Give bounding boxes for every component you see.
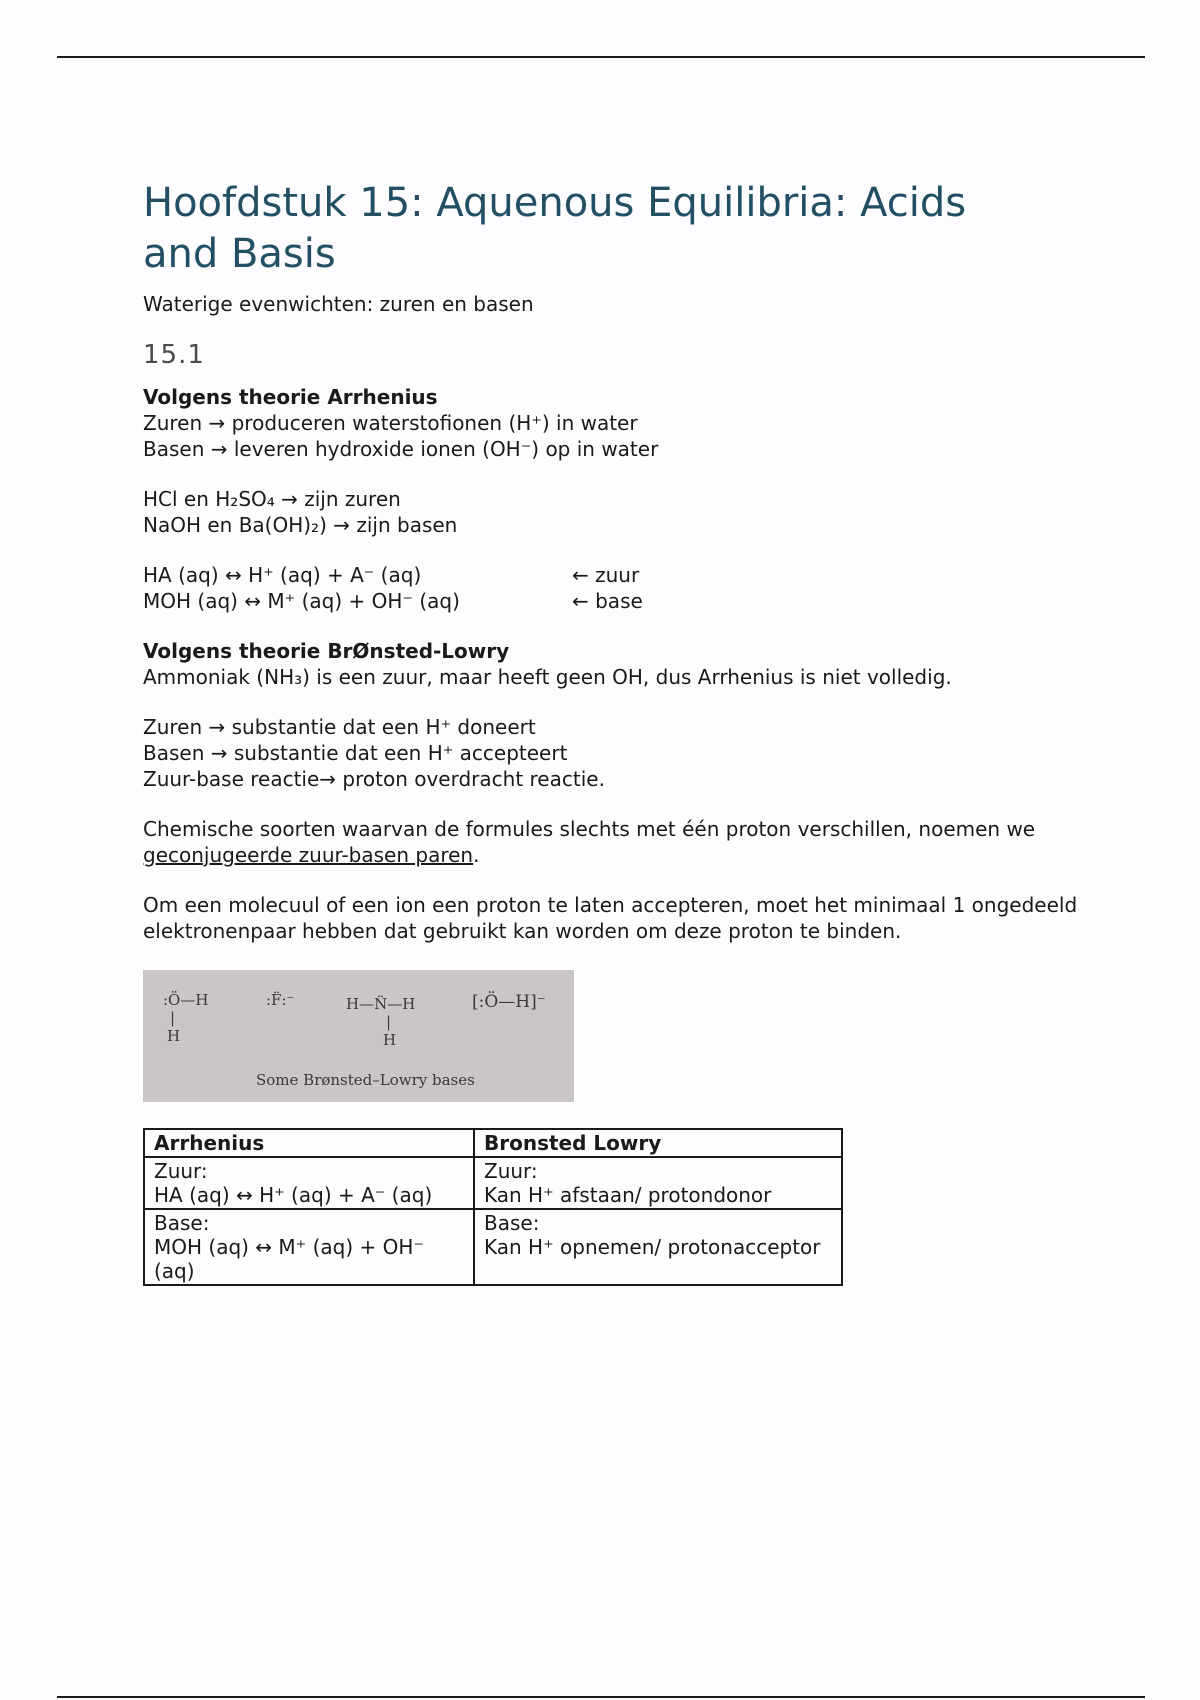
ammonia-bond: | bbox=[386, 1013, 392, 1031]
bronsted-line-1: Zuren → substantie dat een H⁺ doneert bbox=[143, 715, 536, 739]
equation-acid-note: ← zuur bbox=[572, 563, 640, 587]
cell-label: Base: bbox=[154, 1211, 210, 1235]
conjugate-term: geconjugeerde zuur-basen paren bbox=[143, 843, 474, 867]
hydroxide-structure: [:Ö—H]⁻ bbox=[472, 992, 546, 1012]
water-structure: :Ö—H bbox=[163, 991, 209, 1009]
arrhenius-line-2: Basen → leveren hydroxide ionen (OH⁻) op in water bbox=[143, 437, 659, 461]
cell-value: Kan H⁺ opnemen/ protonacceptor bbox=[484, 1235, 821, 1259]
cell-label: Zuur: bbox=[154, 1159, 208, 1183]
equation-acid-text: HA (aq) ↔ H⁺ (aq) + A⁻ (aq) bbox=[143, 563, 422, 587]
page-title: Hoofdstuk 15: Aquenous Equilibria: Acids and Basis bbox=[143, 180, 967, 277]
section-number: 15.1 bbox=[143, 340, 205, 370]
electron-pair-paragraph: Om een molecuul of een ion een proton te laten accepteren, moet het minimaal 1 ongedeeld elektronenpaar hebben dat gebruikt kan worden om deze proton te binden. bbox=[143, 893, 1078, 943]
water-bond: | bbox=[170, 1009, 176, 1027]
table-cell bbox=[144, 1209, 474, 1285]
footer-rule bbox=[57, 1696, 1145, 1698]
page-content bbox=[143, 178, 1083, 1286]
conjugate-end: . bbox=[473, 843, 480, 867]
conjugate-text: Chemische soorten waarvan de formules slechts met één proton verschillen, noemen we bbox=[143, 817, 1036, 841]
arrhenius-line-1: Zuren → produceren waterstofionen (H⁺) in water bbox=[143, 411, 638, 435]
arrhenius-heading: Volgens theorie Arrhenius bbox=[143, 385, 438, 409]
comparison-table bbox=[143, 1128, 843, 1286]
table-row bbox=[144, 1157, 842, 1209]
arrhenius-line-3: HCl en H₂SO₄ → zijn zuren bbox=[143, 487, 401, 511]
table-header: Bronsted Lowry bbox=[474, 1129, 842, 1157]
table-cell bbox=[474, 1209, 842, 1285]
equation-base-note: ← base bbox=[572, 589, 643, 613]
cell-value: HA (aq) ↔ H⁺ (aq) + A⁻ (aq) bbox=[154, 1183, 433, 1207]
cell-label: Zuur: bbox=[484, 1159, 538, 1183]
conjugate-paragraph bbox=[143, 816, 1083, 868]
ammonia-hydrogen: H bbox=[383, 1031, 397, 1049]
bronsted-intro: Ammoniak (NH₃) is een zuur, maar heeft geen OH, dus Arrhenius is niet volledig. bbox=[143, 665, 952, 689]
table-header-row bbox=[144, 1129, 842, 1157]
cell-value: Kan H⁺ afstaan/ protondonor bbox=[484, 1183, 772, 1207]
table-header: Arrhenius bbox=[144, 1129, 474, 1157]
bronsted-line-3: Zuur-base reactie→ proton overdracht reactie. bbox=[143, 767, 605, 791]
bronsted-heading: Volgens theorie BrØnsted-Lowry bbox=[143, 639, 510, 663]
ammonia-structure: H—N̈—H bbox=[346, 995, 416, 1013]
table-row bbox=[144, 1209, 842, 1285]
cell-label: Base: bbox=[484, 1211, 540, 1235]
cell-value: MOH (aq) ↔ M⁺ (aq) + OH⁻ (aq) bbox=[154, 1235, 424, 1283]
water-hydrogen: H bbox=[167, 1027, 181, 1045]
table-cell bbox=[144, 1157, 474, 1209]
page-subtitle: Waterige evenwichten: zuren en basen bbox=[143, 292, 534, 316]
lewis-structures-image bbox=[143, 970, 574, 1102]
table-cell bbox=[474, 1157, 842, 1209]
equation-base-text: MOH (aq) ↔ M⁺ (aq) + OH⁻ (aq) bbox=[143, 589, 460, 613]
bronsted-line-2: Basen → substantie dat een H⁺ accepteert bbox=[143, 741, 568, 765]
arrhenius-line-4: NaOH en Ba(OH)₂) → zijn basen bbox=[143, 513, 458, 537]
equation-base bbox=[143, 588, 1083, 614]
header-rule bbox=[57, 56, 1145, 58]
fluoride-structure: :F̈:⁻ bbox=[266, 991, 295, 1009]
figure-caption: Some Brønsted–Lowry bases bbox=[256, 1071, 475, 1089]
equation-acid bbox=[143, 562, 1083, 588]
